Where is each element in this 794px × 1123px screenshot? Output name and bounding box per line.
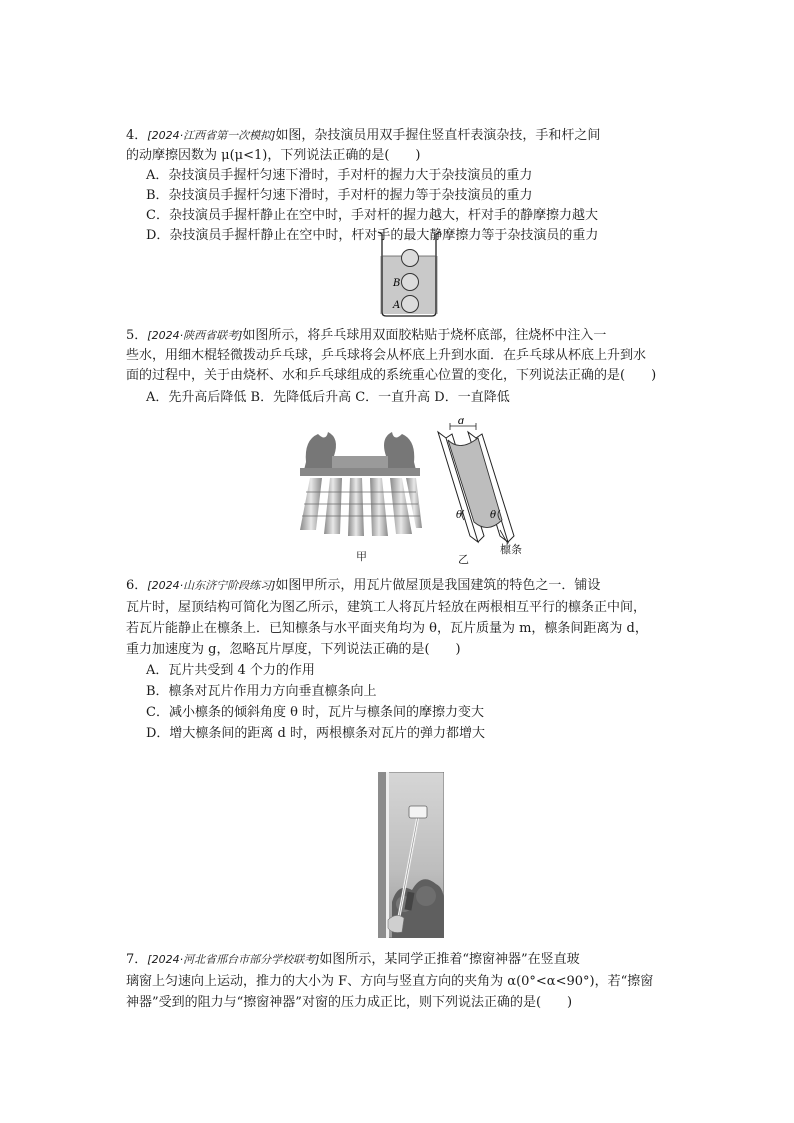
cleaner-head	[409, 806, 427, 818]
q4-option-b: B．杂技演员手握杆匀速下滑时，手对杆的握力等于杂技演员的重力	[146, 188, 533, 203]
q6-stem-line-2: 瓦片时，屋顶结构可简化为图乙所示，建筑工人将瓦片轻放在两根相互平行的檩条正中间，	[126, 600, 647, 615]
q6-option-d: D．增大檩条间的距离 d 时，两根檩条对瓦片的弹力都增大	[146, 726, 486, 741]
q4-option-d: D．杂技演员手握杆静止在空中时，杆对手的最大静摩擦力等于杂技演员的重力	[146, 228, 599, 243]
q4-option-a: A．杂技演员手握杆匀速下滑时，手对杆的握力大于杂技演员的重力	[146, 168, 533, 183]
window-cleaner-photo	[378, 772, 444, 938]
figure-yi-caption: 乙	[458, 554, 469, 566]
label-theta-1: θ	[456, 510, 463, 521]
label-a: A	[393, 300, 401, 311]
q7-source: [2024·河北省邢台市部分学校联考]	[147, 953, 320, 966]
q7-stem-line-3: 神器”受到的阻力与“擦窗神器”对窗的压力成正比，则下列说法正确的是( )	[126, 995, 573, 1010]
q4-stem-line-2: 的动摩擦因数为 μ(μ<1)，下列说法正确的是( )	[126, 148, 421, 163]
label-b: B	[393, 278, 401, 289]
ping-pong-ball-top	[402, 250, 419, 267]
purlin-label: 檩条	[500, 544, 522, 556]
q7-stem-text-1: 如图所示，某同学正推着“擦窗神器”在竖直玻	[319, 952, 580, 967]
q4-option-c: C．杂技演员手握杆静止在空中时，手对杆的握力越大，杆对手的静摩擦力越大	[146, 208, 598, 223]
ridge-beast-left	[304, 432, 336, 470]
purlin-diagram	[430, 418, 534, 558]
q4-number: 4．	[126, 128, 148, 143]
q6-stem-text-1: 如图甲所示，用瓦片做屋顶是我国建筑的特色之一．铺设	[275, 578, 601, 593]
q6-stem-line-1	[126, 576, 600, 596]
ping-pong-ball-a	[402, 296, 419, 313]
q4-stem-line-1	[126, 126, 600, 146]
beaker-figure	[376, 228, 442, 318]
tile-rows	[300, 478, 422, 536]
q5-number: 5．	[126, 328, 148, 343]
ridge-beast-right	[384, 432, 416, 470]
q6-option-a: A．瓦片共受到 4 个力的作用	[146, 663, 315, 678]
figure-jia-caption: 甲	[356, 551, 367, 563]
q5-stem-line-3: 面的过程中，关于由烧杯、水和乒乓球组成的系统重心位置的变化，下列说法正确的是( )	[126, 368, 657, 383]
q5-stem-line-1	[126, 326, 606, 346]
q5-stem-line-2: 些水，用细木棍轻微拨动乒乓球，乒乓球将会从杯底上升到水面．在乒乓球从杯底上升到水	[126, 348, 647, 363]
hand	[388, 915, 404, 932]
q6-option-c: C．减小檩条的倾斜角度 θ 时，瓦片与檩条间的摩擦力变大	[146, 705, 485, 720]
q5-options: A．先升高后降低 B．先降低后升高 C．一直升高 D．一直降低	[146, 390, 510, 405]
q7-stem-line-2: 璃窗上匀速向上运动，推力的大小为 F、方向与竖直方向的夹角为 α(0°<α<90°)，若“擦窗	[126, 974, 654, 989]
q7-stem-line-1	[126, 950, 580, 970]
roof-tile-photo	[296, 422, 424, 542]
q6-source: [2024·山东济宁阶段练习]	[147, 579, 276, 592]
q6-stem-line-4: 重力加速度为 g，忽略瓦片厚度，下列说法正确的是( )	[126, 642, 461, 657]
q6-stem-line-3: 若瓦片能静止在檩条上．已知檩条与水平面夹角均为 θ，瓦片质量为 m，檩条间距离为 d，	[126, 621, 648, 636]
ping-pong-ball-b	[402, 274, 419, 291]
q7-number: 7．	[126, 952, 148, 967]
q6-number: 6．	[126, 578, 148, 593]
label-d: d	[458, 418, 465, 427]
q6-option-b: B．檩条对瓦片作用力方向垂直檩条向上	[146, 684, 377, 699]
q4-source: [2024·江西省第一次模拟]	[147, 129, 276, 142]
q4-stem-text-1: 如图，杂技演员用双手握住竖直杆表演杂技，手和杆之间	[275, 128, 601, 143]
label-theta-2: θ	[490, 510, 497, 521]
q5-stem-text-1: 如图所示，将乒乓球用双面胶粘贴于烧杯底部，往烧杯中注入一	[242, 328, 607, 343]
ridge-beam	[332, 456, 388, 470]
q5-source: [2024·陕西省联考]	[147, 329, 243, 342]
